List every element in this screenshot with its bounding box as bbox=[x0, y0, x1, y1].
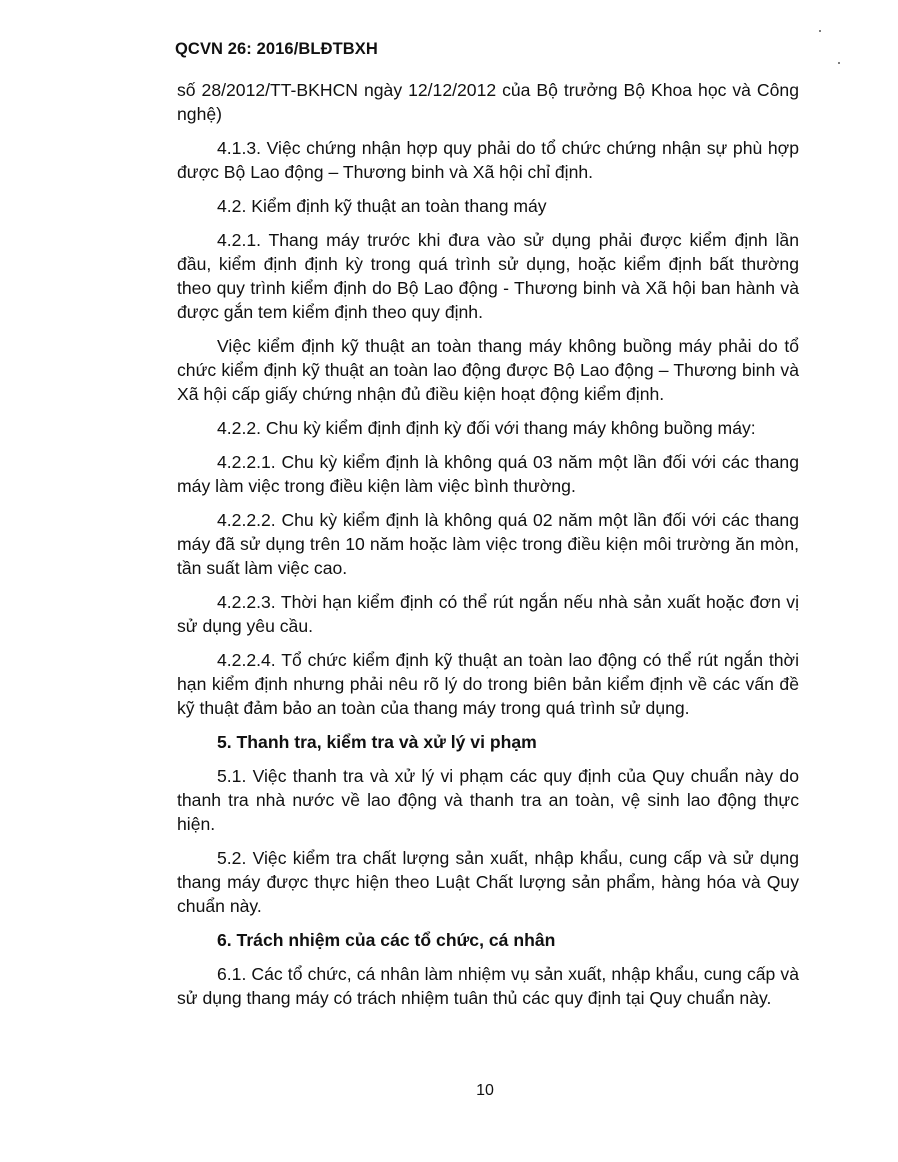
paragraph: 4.2.2. Chu kỳ kiểm định định kỳ đối với thang máy không buồng máy: bbox=[217, 418, 756, 438]
paragraph: 5.1. Việc thanh tra và xử lý vi phạm các quy định của Quy chuẩn này do thanh tra nhà nước về lao động và thanh tra an toàn, vệ sinh lao động thực hiện. bbox=[177, 766, 799, 834]
document-body bbox=[177, 78, 799, 1020]
paragraph: 5.2. Việc kiểm tra chất lượng sản xuất, nhập khẩu, cung cấp và sử dụng thang máy được thực hiện theo Luật Chất lượng sản phẩm, hàng hóa và Quy chuẩn này. bbox=[177, 848, 799, 916]
document-header: QCVN 26: 2016/BLĐTBXH bbox=[175, 40, 378, 58]
paragraph: 4.2.2.1. Chu kỳ kiểm định là không quá 03 năm một lần đối với các thang máy làm việc trong điều kiện làm việc bình thường. bbox=[177, 452, 799, 496]
section-heading: 6. Trách nhiệm của các tổ chức, cá nhân bbox=[217, 930, 556, 950]
paragraph: 4.2.2.2. Chu kỳ kiểm định là không quá 02 năm một lần đối với các thang máy đã sử dụng trên 10 năm hoặc làm việc trong điều kiện môi trường ăn mòn, tần suất làm việc cao. bbox=[177, 510, 799, 578]
section-heading: 5. Thanh tra, kiểm tra và xử lý vi phạm bbox=[217, 732, 537, 752]
paragraph: 4.2.1. Thang máy trước khi đưa vào sử dụng phải được kiểm định lần đầu, kiểm định định kỳ trong quá trình sử dụng, hoặc kiểm định bất thường theo quy trình kiểm định do Bộ Lao động - Thương binh và Xã hội ban hành và được gắn tem kiểm định theo quy định. bbox=[177, 230, 799, 322]
paragraph: 4.2.2.4. Tổ chức kiểm định kỹ thuật an toàn lao động có thể rút ngắn thời hạn kiểm định nhưng phải nêu rõ lý do trong biên bản kiểm định về các vấn đề kỹ thuật đảm bảo an toàn của thang máy trong quá trình sử dụng. bbox=[177, 650, 799, 718]
paragraph: Việc kiểm định kỹ thuật an toàn thang máy không buồng máy phải do tổ chức kiểm định kỹ thuật an toàn lao động được Bộ Lao động – Thương binh và Xã hội cấp giấy chứng nhận đủ điều kiện hoạt động kiểm định. bbox=[177, 336, 799, 404]
page-number: 10 bbox=[476, 1082, 494, 1099]
scan-speck bbox=[838, 62, 840, 64]
paragraph: số 28/2012/TT-BKHCN ngày 12/12/2012 của Bộ trưởng Bộ Khoa học và Công nghệ) bbox=[177, 80, 799, 124]
scan-speck bbox=[819, 30, 821, 32]
paragraph: 4.2.2.3. Thời hạn kiểm định có thể rút ngắn nếu nhà sản xuất hoặc đơn vị sử dụng yêu cầu. bbox=[177, 592, 799, 636]
paragraph: 6.1. Các tổ chức, cá nhân làm nhiệm vụ sản xuất, nhập khẩu, cung cấp và sử dụng thang máy có trách nhiệm tuân thủ các quy định tại Quy chuẩn này. bbox=[177, 964, 799, 1008]
paragraph: 4.1.3. Việc chứng nhận hợp quy phải do tổ chức chứng nhận sự phù hợp được Bộ Lao động – Thương binh và Xã hội chỉ định. bbox=[177, 138, 799, 182]
section-title: 4.2. Kiểm định kỹ thuật an toàn thang máy bbox=[217, 196, 547, 216]
